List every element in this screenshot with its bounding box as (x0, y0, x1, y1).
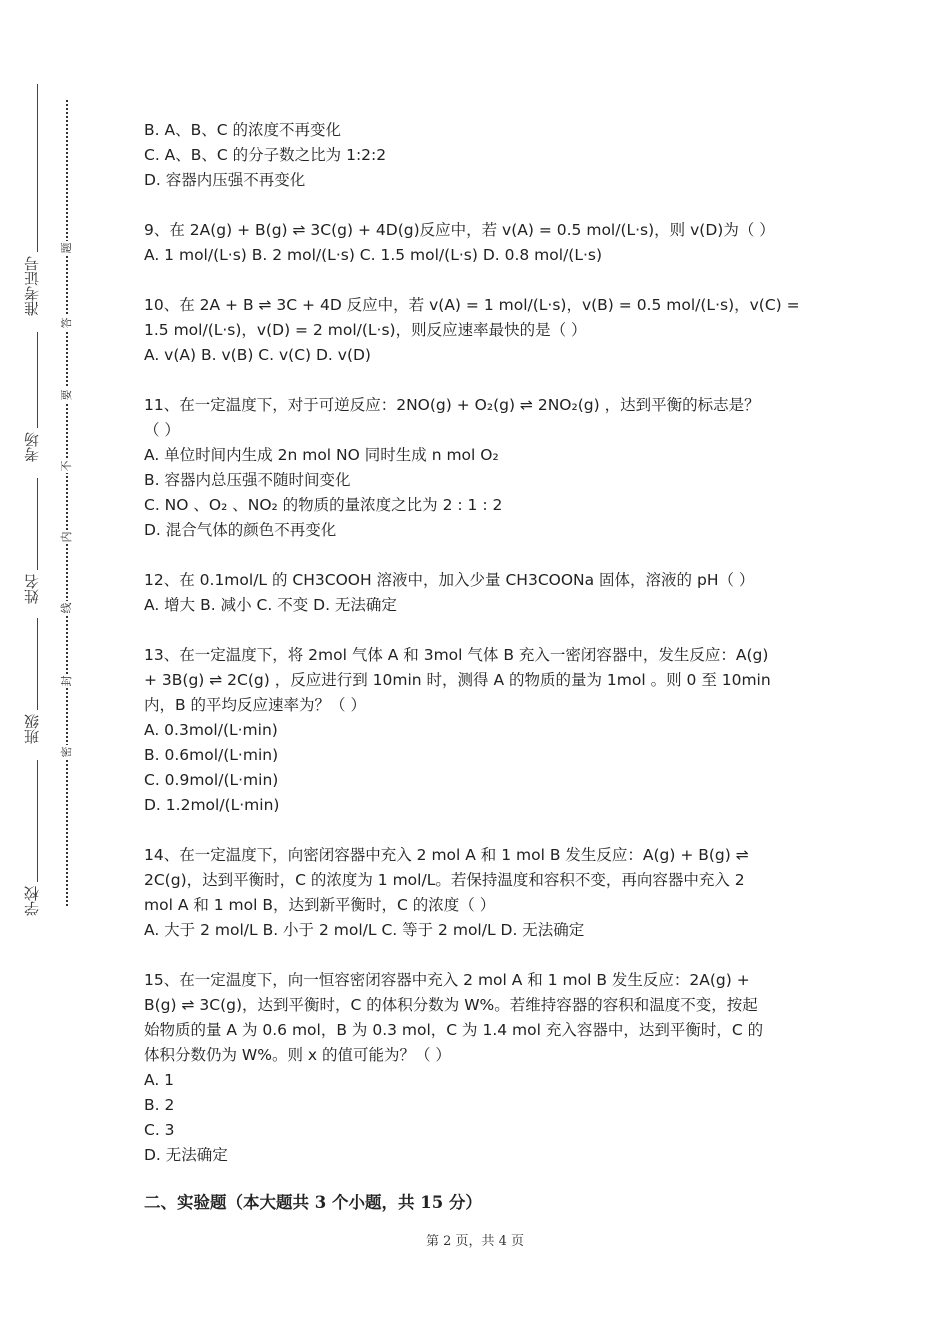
seal-char: 不 (60, 460, 73, 472)
question-stem: 1.5 mol/(L·s)，v(D) = 2 mol/(L·s)，则反应速率最快的是（ ） (144, 321, 587, 339)
question-9 (144, 218, 809, 268)
field-line-exam-id (37, 84, 38, 252)
seal-char: 答 (60, 317, 73, 329)
question-10 (144, 293, 809, 368)
question-stem: 13、在一定温度下，将 2mol 气体 A 和 3mol 气体 B 充入一密闭容器中，发生反应：A(g) (144, 646, 769, 664)
question-stem: 2C(g)，达到平衡时，C 的浓度为 1 mol/L。若保持温度和容积不变，再向容器中充入 2 (144, 871, 745, 889)
options-line: A. 大于 2 mol/L B. 小于 2 mol/L C. 等于 2 mol/L D. 无法确定 (144, 921, 585, 939)
margin-field-name (22, 574, 42, 604)
option-d: D. 混合气体的颜色不再变化 (144, 521, 337, 539)
option-c: C. NO 、O₂ 、NO₂ 的物质的量浓度之比为 2 : 1 : 2 (144, 496, 503, 514)
question-stem: 14、在一定温度下，向密闭容器中充入 2 mol A 和 1 mol B 发生反应：A(g) + B(g) ⇌ (144, 846, 749, 864)
question-stem: 12、在 0.1mol/L 的 CH3COOH 溶液中，加入少量 CH3COONa 固体，溶液的 pH（ ） (144, 571, 755, 589)
question-stem: 始物质的量 A 为 0.6 mol，B 为 0.3 mol，C 为 1.4 mol 充入容器中，达到平衡时，C 的 (144, 1021, 764, 1039)
question-14 (144, 843, 809, 943)
field-label-name: 姓名 (23, 574, 41, 604)
option-d: D. 无法确定 (144, 1146, 228, 1164)
question-stem: + 3B(g) ⇌ 2C(g) ，反应进行到 10min 时，测得 A 的物质的量为 1mol 。则 0 至 10min (144, 671, 771, 689)
question-stem: 内，B 的平均反应速率为？（ ） (144, 696, 366, 714)
question-12 (144, 568, 809, 618)
field-label-school: 学校 (23, 886, 41, 916)
option-a: A. 0.3mol/(L·min) (144, 721, 278, 739)
seal-char: 封 (60, 675, 73, 687)
option-d: D. 容器内压强不再变化 (144, 171, 306, 189)
question-stem: B(g) ⇌ 3C(g)，达到平衡时，C 的体积分数为 W%。若维持容器的容积和温度不变，按起 (144, 996, 758, 1014)
option-b: B. A、B、C 的浓度不再变化 (144, 121, 341, 139)
question-stem: 11、在一定温度下，对于可逆反应：2NO(g) + O₂(g) ⇌ 2NO₂(g) ，达到平衡的标志是？ (144, 396, 760, 414)
field-line-class (37, 618, 38, 710)
option-c: C. 0.9mol/(L·min) (144, 771, 279, 789)
question-stem: 15、在一定温度下，向一恒容密闭容器中充入 2 mol A 和 1 mol B 发生反应：2A(g) + (144, 971, 750, 989)
seal-char: 题 (60, 242, 73, 254)
section-title: 二、实验题（本大题共 3 个小题，共 15 分） (144, 1193, 482, 1212)
question-stem: 体积分数仍为 W%。则 x 的值可能为？（ ） (144, 1046, 451, 1064)
field-line-exam-room (37, 332, 38, 428)
question-stem: mol A 和 1 mol B，达到新平衡时，C 的浓度（ ） (144, 896, 496, 914)
field-label-exam-room: 考场 (23, 432, 41, 462)
seal-char: 线 (60, 602, 73, 614)
field-label-class: 班级 (23, 714, 41, 744)
seal-char: 要 (60, 389, 73, 401)
question-stem: 10、在 2A + B ⇌ 3C + 4D 反应中，若 v(A) = 1 mol/(L·s)，v(B) = 0.5 mol/(L·s)，v(C) = (144, 296, 800, 314)
option-d: D. 1.2mol/(L·min) (144, 796, 280, 814)
field-line-school (37, 760, 38, 882)
field-label-exam-id: 准考证号 (23, 256, 41, 316)
question-content (144, 118, 809, 1216)
sealing-dotted-line (66, 100, 68, 906)
question-8-continued (144, 118, 809, 193)
field-line-name (37, 478, 38, 570)
question-stem: 9、在 2A(g) + B(g) ⇌ 3C(g) + 4D(g)反应中，若 v(A) = 0.5 mol/(L·s)，则 v(D)为（ ） (144, 221, 775, 239)
margin-field-school (22, 886, 42, 916)
question-15 (144, 968, 809, 1168)
option-c: C. A、B、C 的分子数之比为 1:2:2 (144, 146, 387, 164)
option-a: A. 1 (144, 1071, 175, 1089)
option-c: C. 3 (144, 1121, 175, 1139)
seal-char: 内 (60, 531, 73, 543)
question-11 (144, 393, 809, 543)
option-b: B. 容器内总压强不随时间变化 (144, 471, 351, 489)
margin-field-exam-room (22, 432, 42, 462)
option-a: A. 单位时间内生成 2n mol NO 同时生成 n mol O₂ (144, 446, 499, 464)
margin-field-class (22, 714, 42, 744)
seal-char: 密 (60, 746, 73, 758)
question-13 (144, 643, 809, 818)
options-line: A. 增大 B. 减小 C. 不变 D. 无法确定 (144, 596, 397, 614)
page-footer: 第 2 页，共 4 页 (425, 1234, 525, 1249)
question-stem: （ ） (144, 421, 180, 439)
margin-field-exam-id (22, 256, 42, 316)
options-line: A. v(A) B. v(B) C. v(C) D. v(D) (144, 346, 371, 364)
option-b: B. 2 (144, 1096, 175, 1114)
options-line: A. 1 mol/(L·s) B. 2 mol/(L·s) C. 1.5 mol/(L·s) D. 0.8 mol/(L·s) (144, 246, 603, 264)
option-b: B. 0.6mol/(L·min) (144, 746, 279, 764)
